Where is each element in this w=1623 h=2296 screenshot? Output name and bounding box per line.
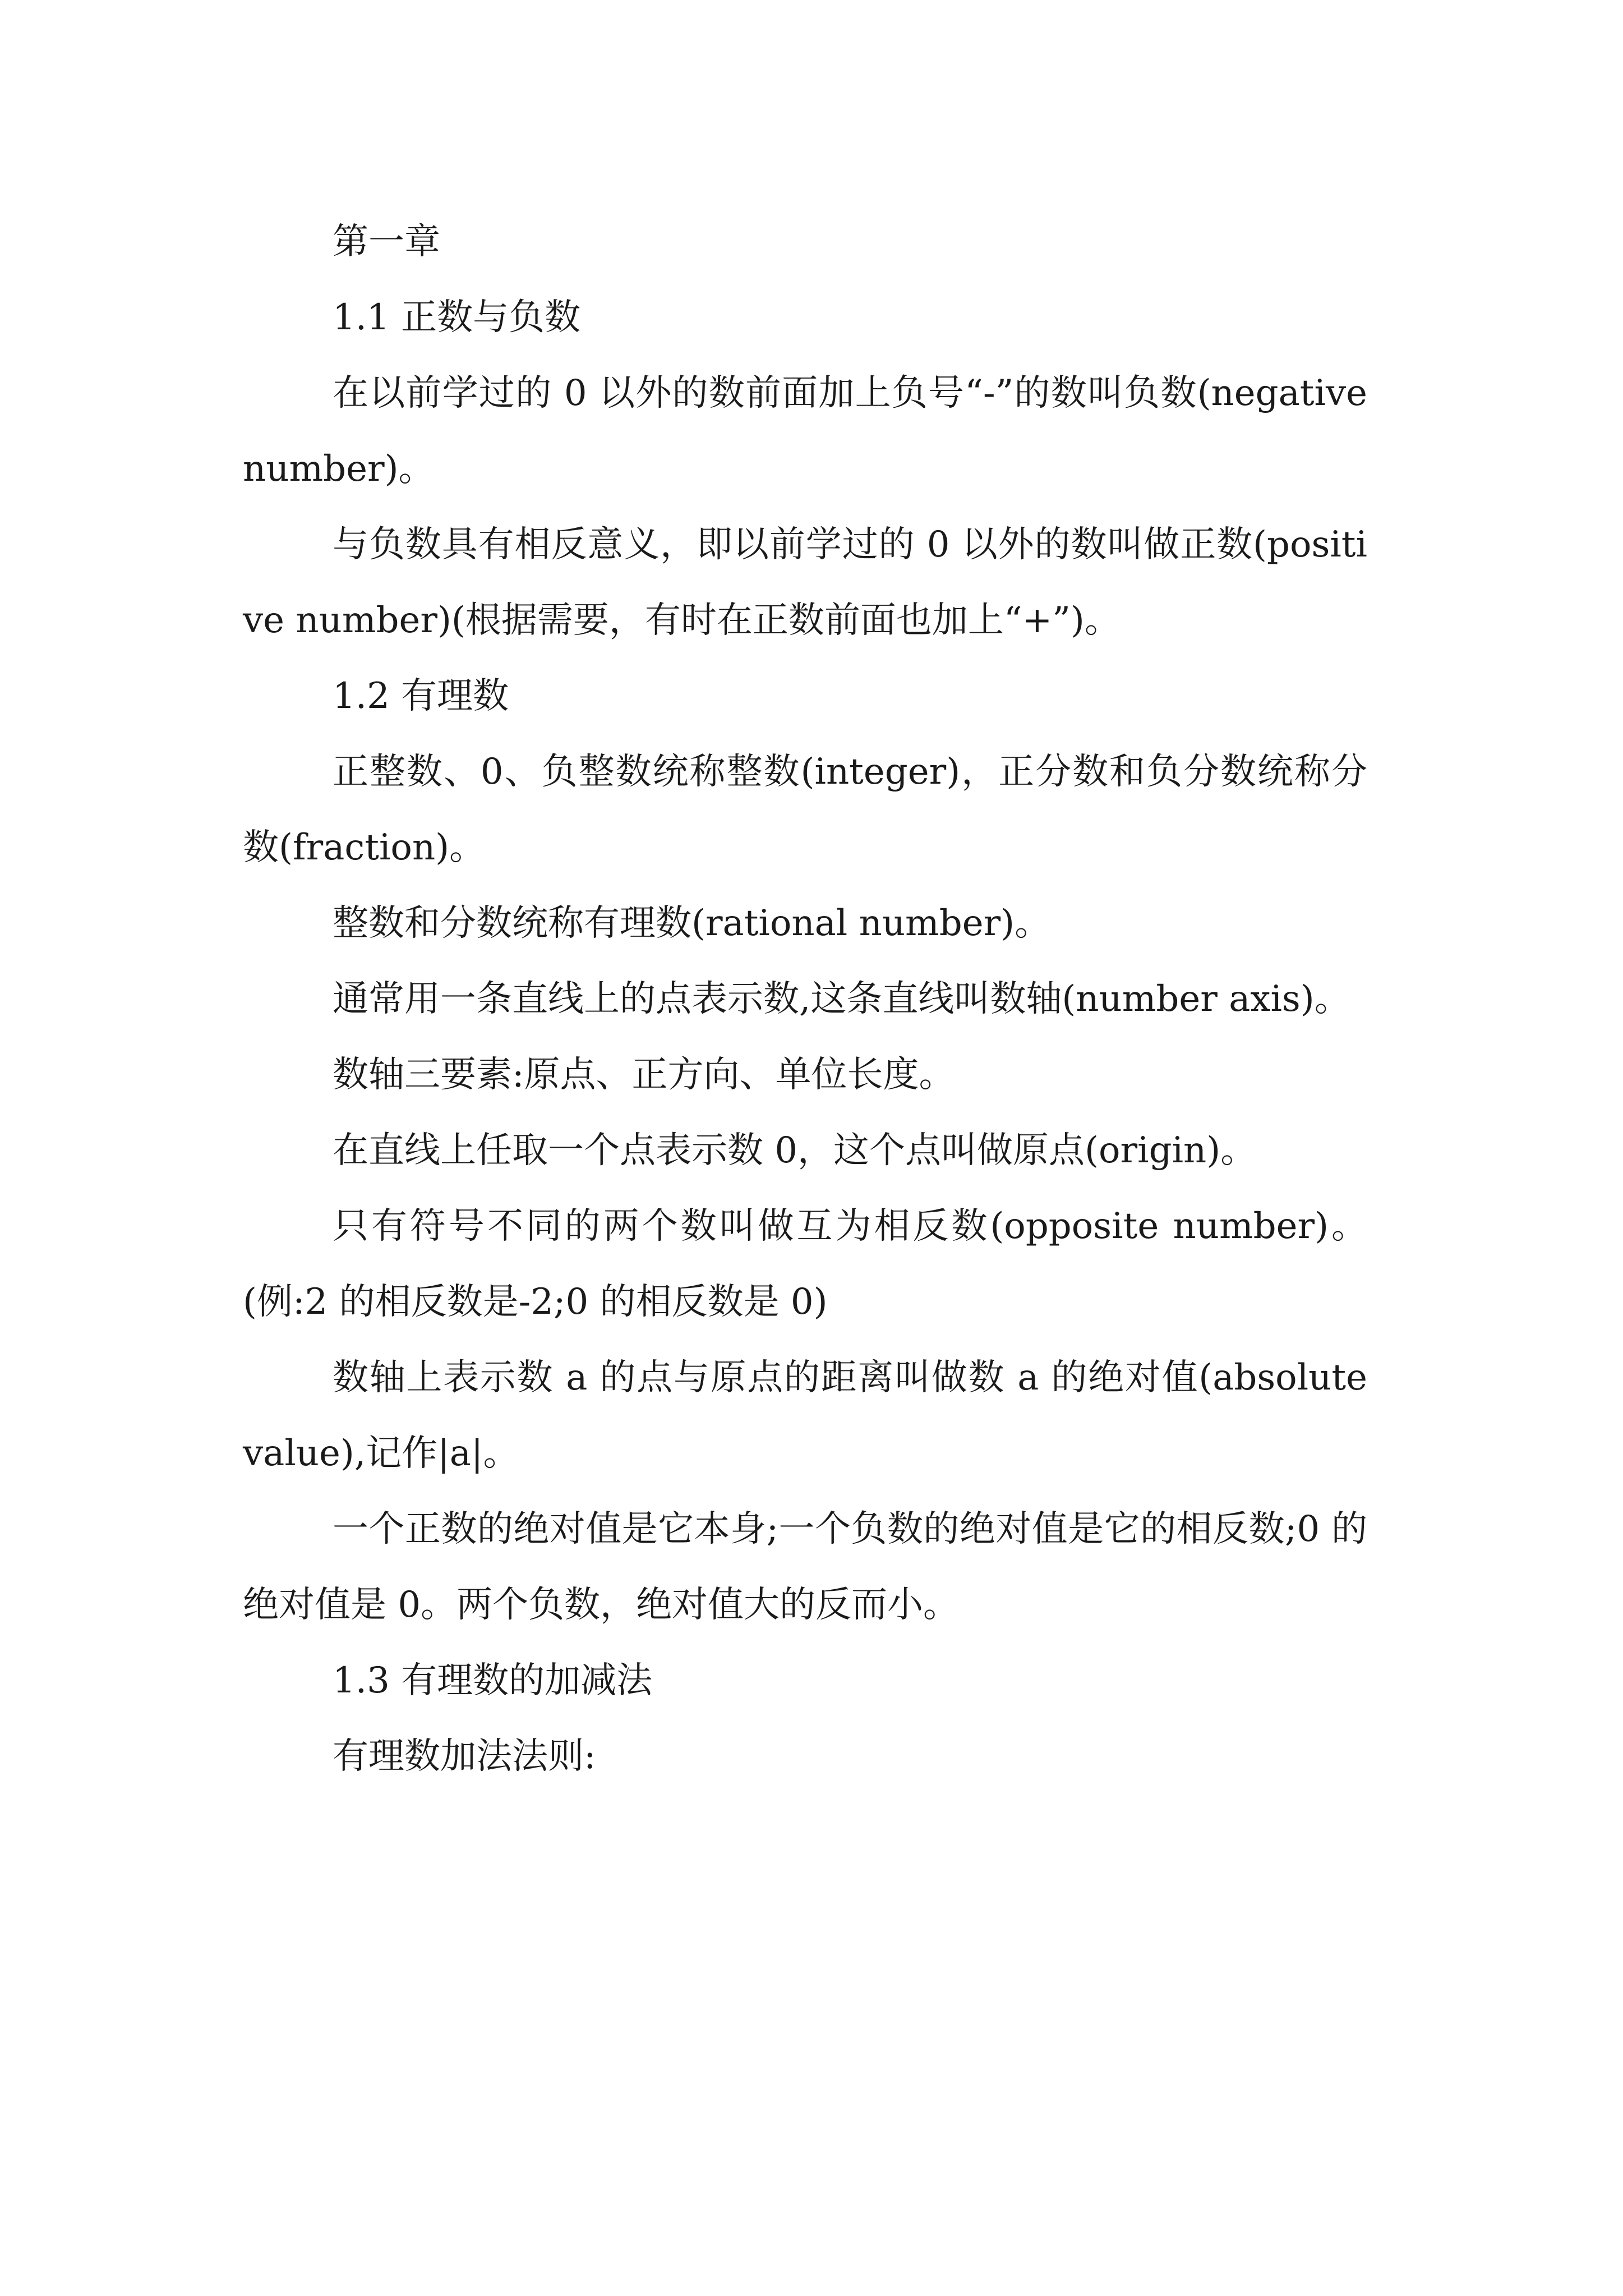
paragraph-opposite-number: 只有符号不同的两个数叫做互为相反数(opposite number)。(例:2 的相反数是-2;0 的相反数是 0): [243, 1205, 1367, 1323]
paragraph-addition-rule: 有理数加法法则:: [333, 1736, 596, 1777]
paragraph-positive-number: 与负数具有相反意义，即以前学过的 0 以外的数叫做正数(positive number)(根据需要，有时在正数前面也加上“+”)。: [243, 524, 1367, 641]
section-heading-1-1: 1.1 正数与负数: [333, 297, 581, 338]
paragraph-absolute-value: 数轴上表示数 a 的点与原点的距离叫做数 a 的绝对值(absolute value),记作|a|。: [243, 1357, 1367, 1474]
paragraph-integer-fraction: 正整数、0、负整数统称整数(integer)，正分数和负分数统称分数(fraction)。: [243, 751, 1367, 868]
paragraph-rational-number: 整数和分数统称有理数(rational number)。: [333, 903, 1051, 944]
paragraph-absolute-value-rules: 一个正数的绝对值是它本身;一个负数的绝对值是它的相反数;0 的绝对值是 0。两个负数，绝对值大的反而小。: [243, 1508, 1367, 1626]
paragraph-number-axis: 通常用一条直线上的点表示数,这条直线叫数轴(number axis)。: [333, 978, 1350, 1020]
document-body: [243, 204, 1367, 1795]
section-heading-1-2: 1.2 有理数: [333, 675, 509, 717]
paragraph-negative-number: 在以前学过的 0 以外的数前面加上负号“-”的数叫负数(negative number)。: [243, 372, 1367, 490]
paragraph-origin: 在直线上任取一个点表示数 0，这个点叫做原点(origin)。: [333, 1130, 1257, 1171]
chapter-title: 第一章: [333, 221, 440, 263]
section-heading-1-3: 1.3 有理数的加减法: [333, 1660, 653, 1701]
paragraph-axis-elements: 数轴三要素:原点、正方向、单位长度。: [333, 1054, 955, 1096]
